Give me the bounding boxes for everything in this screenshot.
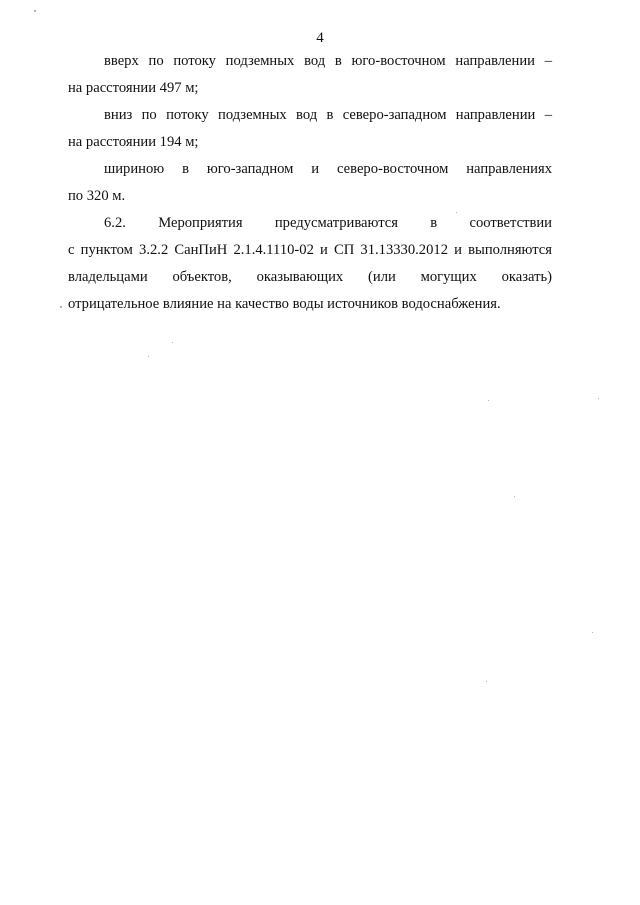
section-number: 6.2. (104, 215, 126, 231)
paragraph-downstream (68, 102, 552, 156)
text-line: на расстоянии 497 м; (68, 80, 199, 96)
text-word: предусматриваются (274, 215, 398, 231)
scan-speck (514, 496, 515, 497)
text-line: владельцами объектов, оказывающих (или могущих оказать) (68, 269, 552, 285)
scan-speck (592, 632, 593, 633)
text-line: по 320 м. (68, 188, 126, 204)
paragraph-6-2-first-line (68, 210, 552, 237)
paragraph-upstream (68, 48, 552, 102)
scan-speck (598, 398, 599, 399)
text-line: вниз по потоку подземных вод в северо-западном направлении – (104, 107, 552, 123)
text-word: соответствии (469, 215, 552, 231)
scan-speck (172, 342, 173, 343)
text-word: в (430, 215, 438, 231)
paragraph-6-2 (68, 210, 552, 318)
text-line: на расстоянии 194 м; (68, 134, 199, 150)
document-body (68, 48, 552, 318)
scan-speck (486, 681, 487, 682)
scan-speck (488, 400, 489, 401)
text-line: с пунктом 3.2.2 СанПиН 2.1.4.1110-02 и СП 31.13330.2012 и выполняются (68, 242, 552, 258)
text-line: отрицательное влияние на качество воды источников водоснабжения. (68, 296, 501, 312)
paragraph-width (68, 156, 552, 210)
scan-speck (34, 10, 36, 12)
page-number: 4 (316, 30, 324, 46)
scan-speck (456, 212, 457, 213)
text-line: шириною в юго-западном и северо-восточном направлениях (104, 161, 552, 177)
scan-speck (148, 356, 149, 357)
text-line: вверх по потоку подземных вод в юго-восточном направлении – (104, 53, 552, 69)
scan-speck (60, 306, 62, 308)
text-word: Мероприятия (158, 215, 243, 231)
